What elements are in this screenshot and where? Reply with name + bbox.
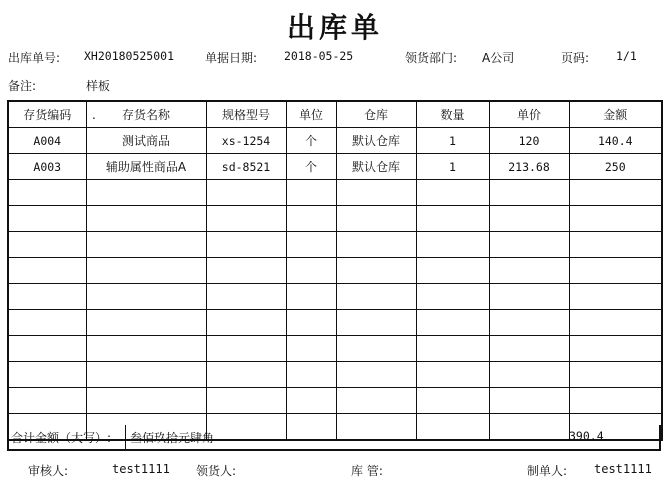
cell-item-name: 测试商品 [86, 128, 206, 154]
cell-amount: 140.4 [569, 128, 662, 154]
cell-amount [569, 206, 662, 232]
cell-quantity: 1 [416, 154, 489, 180]
auditor-value: test1111 [112, 462, 170, 476]
table-row [8, 284, 662, 310]
cell-spec [206, 336, 286, 362]
table-row [8, 336, 662, 362]
cell-unit: 个 [286, 128, 336, 154]
remark-label: 备注: [8, 79, 37, 93]
cell-amount [569, 284, 662, 310]
cell-item-code [8, 336, 86, 362]
cell-spec: xs-1254 [206, 128, 286, 154]
cell-warehouse [336, 388, 416, 414]
cell-item-code [8, 232, 86, 258]
cell-unit [286, 284, 336, 310]
table-row [8, 206, 662, 232]
cell-unit-price [489, 258, 569, 284]
col-header-item-name: 存货名称 [86, 101, 206, 128]
cell-unit-price [489, 310, 569, 336]
cell-warehouse [336, 362, 416, 388]
cell-spec [206, 388, 286, 414]
cell-quantity: 1 [416, 128, 489, 154]
receiver-label: 领货人: [196, 464, 237, 478]
cell-spec [206, 310, 286, 336]
cell-spec: sd-8521 [206, 154, 286, 180]
col-header-amount: 金额 [569, 101, 662, 128]
table-row [8, 180, 662, 206]
cell-item-code: A004 [8, 128, 86, 154]
cell-unit [286, 336, 336, 362]
cell-spec [206, 284, 286, 310]
cell-unit [286, 206, 336, 232]
total-in-words: 叁佰玖拾元肆角 [130, 431, 215, 445]
cell-spec [206, 180, 286, 206]
table-row [8, 232, 662, 258]
cell-warehouse [336, 180, 416, 206]
cell-spec [206, 206, 286, 232]
table-header-row [8, 101, 662, 128]
cell-unit [286, 362, 336, 388]
cell-amount [569, 310, 662, 336]
auditor-label: 审核人: [28, 464, 69, 478]
dept-label: 领货部门: [405, 51, 458, 65]
cell-item-code [8, 180, 86, 206]
dept-value: A公司 [482, 51, 515, 65]
page-label: 页码: [561, 51, 590, 65]
table-row [8, 128, 662, 154]
keeper-label: 库 管: [351, 464, 383, 478]
cell-unit-price [489, 206, 569, 232]
cell-unit-price [489, 362, 569, 388]
col-header-spec: 规格型号 [206, 101, 286, 128]
cell-amount [569, 388, 662, 414]
page-value: 1/1 [616, 49, 637, 63]
cell-warehouse [336, 232, 416, 258]
remark-value: 样板 [86, 79, 111, 93]
maker-value: test1111 [594, 462, 652, 476]
cell-unit-price [489, 180, 569, 206]
cell-item-name [86, 206, 206, 232]
cell-warehouse [336, 258, 416, 284]
cell-amount [569, 336, 662, 362]
col-header-unit: 单位 [286, 101, 336, 128]
cell-item-name [86, 336, 206, 362]
date-label: 单据日期: [205, 51, 258, 65]
cell-spec [206, 362, 286, 388]
cell-unit [286, 232, 336, 258]
total-label: 合计金额（大写）: [11, 431, 112, 445]
col-header-quantity: 数量 [416, 101, 489, 128]
cell-quantity [416, 258, 489, 284]
header-dot-mark: . [92, 108, 96, 122]
cell-item-name [86, 284, 206, 310]
cell-unit-price [489, 336, 569, 362]
cell-amount: 250 [569, 154, 662, 180]
cell-amount [569, 232, 662, 258]
cell-item-code: A003 [8, 154, 86, 180]
date-value: 2018-05-25 [284, 49, 354, 63]
cell-unit-price: 120 [489, 128, 569, 154]
items-table [7, 100, 663, 441]
table-row [8, 258, 662, 284]
cell-unit: 个 [286, 154, 336, 180]
cell-item-code [8, 258, 86, 284]
cell-item-code [8, 284, 86, 310]
cell-unit-price: 213.68 [489, 154, 569, 180]
cell-unit-price [489, 232, 569, 258]
cell-warehouse [336, 206, 416, 232]
cell-warehouse [336, 284, 416, 310]
table-row [8, 310, 662, 336]
cell-warehouse: 默认仓库 [336, 128, 416, 154]
total-row [7, 425, 661, 451]
order-no-value: XH20180525001 [84, 49, 175, 63]
cell-unit [286, 310, 336, 336]
col-header-unit-price: 单价 [489, 101, 569, 128]
cell-item-name [86, 258, 206, 284]
cell-quantity [416, 284, 489, 310]
cell-warehouse [336, 310, 416, 336]
table-row [8, 154, 662, 180]
cell-unit [286, 180, 336, 206]
cell-quantity [416, 232, 489, 258]
cell-item-code [8, 310, 86, 336]
cell-quantity [416, 336, 489, 362]
cell-item-name: 辅助属性商品A [86, 154, 206, 180]
cell-unit-price [489, 388, 569, 414]
col-header-warehouse: 仓库 [336, 101, 416, 128]
cell-item-name [86, 180, 206, 206]
cell-amount [569, 258, 662, 284]
cell-unit [286, 258, 336, 284]
total-amount: 390.4 [569, 429, 604, 443]
cell-unit [286, 388, 336, 414]
cell-item-code [8, 362, 86, 388]
cell-item-name [86, 232, 206, 258]
document-title: 出库单 [286, 11, 383, 44]
maker-label: 制单人: [527, 464, 568, 478]
cell-spec [206, 232, 286, 258]
cell-warehouse: 默认仓库 [336, 154, 416, 180]
table-row [8, 388, 662, 414]
cell-quantity [416, 206, 489, 232]
cell-quantity [416, 310, 489, 336]
cell-item-code [8, 388, 86, 414]
cell-item-name [86, 310, 206, 336]
total-divider [125, 425, 126, 449]
cell-spec [206, 258, 286, 284]
table-row [8, 362, 662, 388]
col-header-item-code: 存货编码 [8, 101, 86, 128]
cell-item-code [8, 206, 86, 232]
cell-item-name [86, 362, 206, 388]
order-no-label: 出库单号: [8, 51, 61, 65]
cell-amount [569, 362, 662, 388]
cell-quantity [416, 180, 489, 206]
cell-quantity [416, 362, 489, 388]
cell-quantity [416, 388, 489, 414]
cell-item-name [86, 388, 206, 414]
cell-amount [569, 180, 662, 206]
cell-warehouse [336, 336, 416, 362]
cell-unit-price [489, 284, 569, 310]
